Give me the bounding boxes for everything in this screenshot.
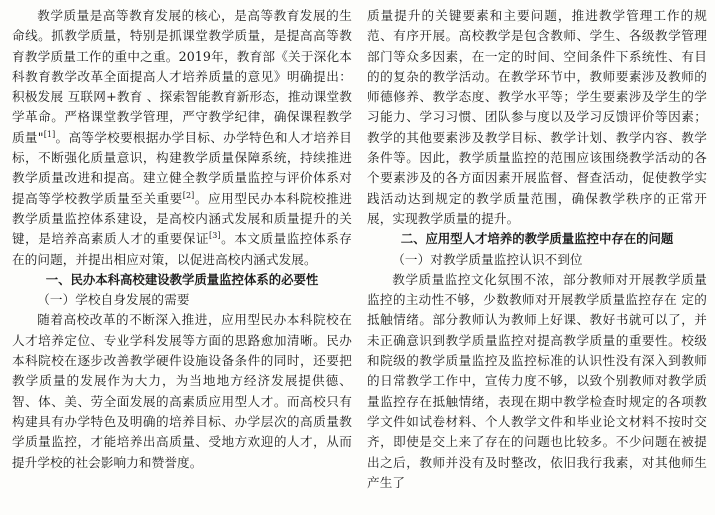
- right-column: [367, 6, 707, 515]
- intro-text-a: 教学质量是高等教育发展的核心，是高等教育发展的生命线。抓教学质量，特别是抓课堂教学质量，是提高高等教育教学质量工作的重中之重。2019年，教育部《关于深化本科教育教学改革全面提高人才培养质量的意见》明确提出：积极发展 互联网+教育 、探索智能教育新形态，推动课堂教学革命。严格课堂教学管理，严守教学纪律，确保课程教学质量": [12, 8, 352, 145]
- body-paragraph-2: 随着高校改革的不断深入推进，应用型民办本科院校在人才培养定位、专业学科发展等方面的思路愈加清晰。民办本科院校在逐步改善教学硬件设施设备条件的同时，还要把教学质量的发展作为大力，为当地地方经济发展提供德、智、体、美、劳全面发展的高素质应用型人才。而高校只有构建具有办学特色及明确的培养目标、办学层次的高质量教学质量监控，才能培养出高质量、受地方欢迎的人才，从而提升学校的社会影响力和赞誉度。: [12, 312, 352, 470]
- body-paragraph-3: 质量提升的关键要素和主要问题，推进教学管理工作的规范、有序开展。高校教学是包含教师、学生、各级教学管理部门等众多因素，在一定的时间、空间条件下系统性、有目的的复杂的教学活动。在教学环节中，教师要素涉及教师的师德修养、教学态度、教学水平等；学生要素涉及学生的学习能力、学习习惯、团队参与度以及学习反馈评价等因素；教学的其他要素涉及教学目标、教学计划、教学内容、教学条件等。因此，教学质量监控的范围应该围绕教学活动的各个要素涉及的各方面因素开展监督、督查活动，促使教学实践活动达到规定的教学质量范围，确保教学秩序的正常开展，实现教学质量的提升。: [367, 8, 707, 226]
- subsection-2-heading: （一）对教学质量监控认识不到位: [392, 251, 583, 267]
- left-column: [12, 6, 352, 515]
- intro-paragraph: [12, 6, 352, 270]
- citation-ref-3: [3]: [209, 231, 221, 241]
- subsection-1-heading: （一）学校自身发展的需要: [37, 292, 190, 308]
- intro-text-b: 。高等学校要根据办学目标、办学特色和人才培养目标，不断强化质量意识，构建教学质量保障系统，持续推进教学质量改进和提高。建立健全教学质量监控与评价体系对提高等学校教学质量至关重要: [12, 129, 352, 206]
- intro-text-c: 。应用型民办本科院校推进教学质量监控体系建设，是高校内涵式发展和质量提升的关键，是培养高素质人才的重要保证: [12, 190, 352, 247]
- intro-text-d: 。本文质量监控体系存在的问题，并提出相应对策，以促进高校内涵式发展。: [12, 231, 352, 267]
- citation-ref-2: [2]: [182, 190, 195, 200]
- body-paragraph-4: 教学质量监控文化氛围不浓，部分教师对开展教学质量监控的主动性不够，少数教师对开展教学质量监控存在 定的抵触情绪。部分教师认为教师上好课、教好书就可以了，并未正确意识到教学质量监控对提高教学质量的重要性。校级和院级的教学质量监控及监控标准的认识性没有深入到教师的日常教学工作中，宣传力度不够，以致个别教师对教学质量监控存在抵触情绪，表现在期中教学检查时规定的各项教学文件如试卷材料、个人教学文件和毕业论文材料不按时交齐，即使是交上来了存在的问题也比较多。不少问题在被提出之后，教师并没有及时整改，依旧我行我素，对其他师生产生了: [367, 271, 707, 490]
- section-2-heading: 二、应用型人才培养的教学质量监控中存在的问题: [400, 231, 674, 247]
- citation-ref-1: [1]: [43, 129, 56, 139]
- section-1-heading: 一、民办本科高校建设教学质量监控体系的必要性: [45, 271, 319, 287]
